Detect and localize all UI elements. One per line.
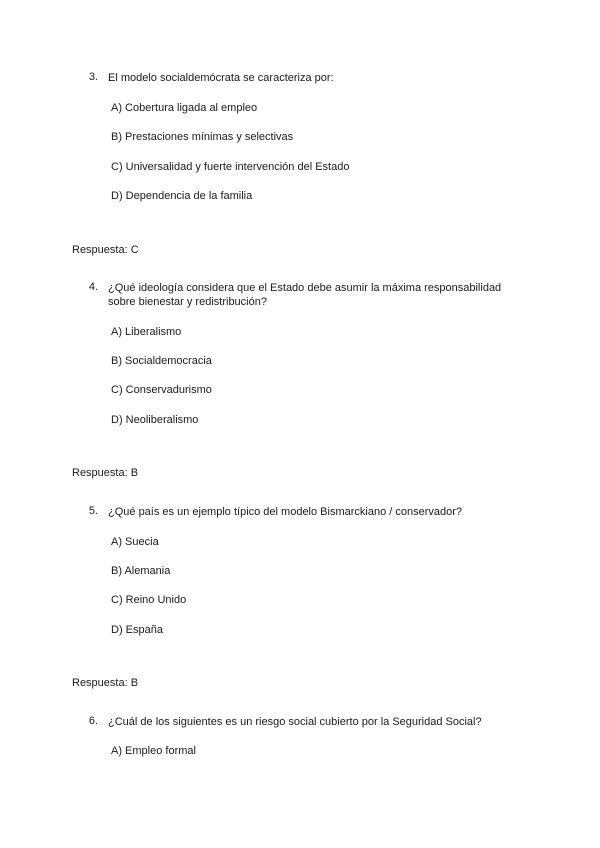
question-text-line-2: sobre bienestar y redistribución? [108, 296, 267, 308]
option-c: C) Conservadurismo [111, 384, 212, 396]
option-a: A) Suecia [111, 536, 159, 548]
option-d: D) Dependencia de la familia [111, 190, 253, 202]
answer: Respuesta: C [72, 244, 139, 256]
answer: Respuesta: B [72, 677, 139, 689]
option-d: D) España [111, 624, 163, 636]
question-text: ¿Qué país es un ejemplo típico del modelo Bismarckiano / conservador? [108, 506, 463, 518]
option-b: B) Prestaciones mínimas y selectivas [111, 131, 294, 143]
option-a: A) Empleo formal [111, 745, 196, 757]
question-text: El modelo socialdemócrata se caracteriza por: [108, 72, 334, 84]
option-c: C) Reino Unido [111, 594, 187, 606]
question-text: ¿Cuál de los siguientes es un riesgo social cubierto por la Seguridad Social? [108, 716, 482, 728]
option-b: B) Alemania [111, 565, 171, 577]
option-a: A) Cobertura ligada al empleo [111, 102, 258, 114]
option-a: A) Liberalismo [111, 326, 182, 338]
question-number: 3. [88, 71, 98, 83]
option-b: B) Socialdemocracia [111, 355, 212, 367]
question-number: 4. [88, 281, 98, 293]
option-c: C) Universalidad y fuerte intervención del Estado [111, 161, 350, 173]
question-number: 6. [88, 715, 98, 727]
question-number: 5. [88, 505, 98, 517]
question-text-line-1: ¿Qué ideología considera que el Estado debe asumir la máxima responsabilidad [108, 282, 502, 294]
answer: Respuesta: B [72, 467, 139, 479]
option-d: D) Neoliberalismo [111, 414, 199, 426]
